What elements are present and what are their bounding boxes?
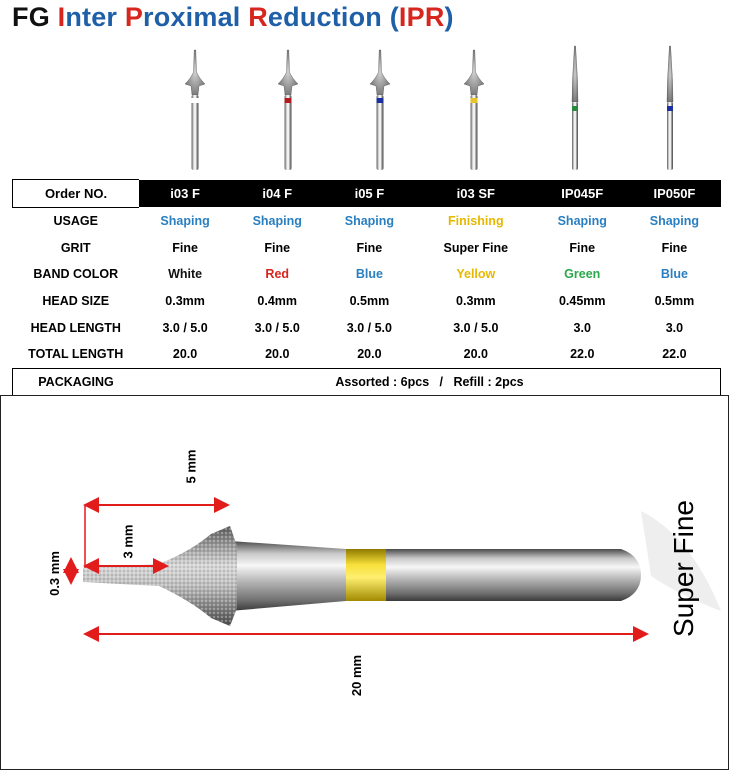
bur-shank	[572, 102, 578, 170]
spec-cell: 3.0 / 5.0	[254, 320, 300, 335]
order-ip045f: IP045F	[536, 180, 628, 208]
spec-row-label: HEAD LENGTH	[30, 320, 121, 335]
spec-cell: 0.5mm	[349, 294, 390, 309]
spec-cell: 3.0 / 5.0	[453, 320, 499, 335]
bur-band	[572, 106, 578, 111]
title-part: I	[57, 2, 66, 32]
spec-cell: Finishing	[448, 213, 504, 228]
spec-row	[13, 341, 721, 368]
spec-cell: White	[168, 267, 203, 282]
bur-band	[667, 106, 673, 111]
bur-shank	[285, 95, 292, 170]
bur-image	[464, 50, 484, 170]
order-i03f: i03 F	[139, 180, 231, 208]
title-part: FG	[12, 2, 58, 32]
spec-cell: 3.0 / 5.0	[346, 320, 392, 335]
order-label: Order NO.	[13, 180, 140, 208]
bur-head	[667, 46, 673, 102]
dim-20mm-label: 20 mm	[349, 654, 365, 697]
bur-product-images	[0, 40, 731, 178]
bur-band	[471, 98, 478, 103]
spec-cell: Super Fine	[443, 240, 509, 255]
spec-cell: Shaping	[557, 213, 607, 228]
bur-image	[572, 46, 578, 170]
title-part: eduction (	[267, 2, 399, 32]
bur-band	[377, 98, 384, 103]
order-row	[13, 180, 721, 208]
spec-cell: 20.0	[265, 347, 290, 362]
spec-row	[13, 234, 721, 261]
order-i04f: i04 F	[231, 180, 323, 208]
bur-head	[185, 50, 205, 95]
bur-band	[192, 98, 199, 103]
spec-cell: 0.3mm	[456, 294, 496, 309]
spec-cell: Yellow	[456, 267, 496, 282]
spec-row-label: GRIT	[60, 240, 91, 255]
bur-shank	[667, 102, 673, 170]
spec-cell: Blue	[660, 267, 688, 282]
spec-cell: 22.0	[662, 347, 687, 362]
order-i03sf: i03 SF	[415, 180, 536, 208]
spec-row	[13, 314, 721, 341]
spec-row-label: HEAD SIZE	[42, 294, 110, 309]
bur-image	[667, 46, 673, 170]
bur-shank	[471, 95, 478, 170]
spec-row-label: BAND COLOR	[33, 267, 119, 282]
dim-3mm-label: 3 mm	[120, 524, 136, 559]
bur-head	[370, 50, 390, 95]
spec-row	[13, 288, 721, 315]
spec-cell: 20.0	[463, 347, 488, 362]
packaging-label: PACKAGING	[13, 368, 140, 396]
bur-image	[278, 50, 298, 170]
spec-cell: 3.0 / 5.0	[162, 320, 208, 335]
packaging-value: Assorted : 6pcs / Refill : 2pcs	[139, 368, 721, 396]
spec-cell: 22.0	[570, 347, 595, 362]
spec-cell: Shaping	[344, 213, 395, 228]
spec-cell: Shaping	[160, 213, 210, 228]
spec-cell: Fine	[172, 240, 198, 255]
spec-cell: Fine	[569, 240, 596, 255]
order-ip050f: IP050F	[628, 180, 720, 208]
spec-cell: Fine	[356, 240, 383, 255]
spec-row	[13, 261, 721, 288]
spec-cell: 0.45mm	[558, 294, 606, 309]
bur-band	[285, 98, 292, 103]
bur-neck	[230, 541, 346, 611]
spec-cell: Shaping	[252, 213, 302, 228]
dim-03mm-label: 0.3 mm	[46, 551, 62, 596]
spec-cell: Fine	[661, 240, 688, 255]
spec-cell: 3.0	[665, 320, 684, 335]
spec-cell: Blue	[355, 267, 383, 282]
title-part: IPR	[398, 2, 445, 32]
spec-cell: Shaping	[649, 213, 700, 228]
page-title	[12, 2, 454, 33]
bur-image	[185, 50, 205, 170]
diamond-grit	[83, 526, 237, 626]
spec-cell: Red	[265, 267, 290, 282]
title-part: nter	[65, 2, 125, 32]
bur-head	[278, 50, 298, 95]
spec-cell: 20.0	[357, 347, 382, 362]
packaging-row	[13, 368, 721, 396]
bur-shank	[377, 95, 384, 170]
spec-cell: 0.4mm	[257, 294, 298, 309]
title-part: )	[444, 2, 454, 32]
title-part: roximal	[143, 2, 249, 32]
title-part: P	[124, 2, 144, 32]
grit-label: Super Fine	[668, 500, 699, 637]
spec-cell: 0.3mm	[165, 294, 205, 309]
spec-cell: 20.0	[172, 347, 198, 362]
yellow-band	[346, 549, 386, 601]
dimension-diagram-panel	[0, 395, 729, 770]
spec-cell: 0.5mm	[654, 294, 695, 309]
specification-table	[12, 179, 721, 397]
dim-5mm-label: 5 mm	[183, 449, 199, 484]
spec-cell: Green	[564, 267, 601, 282]
spec-row-label: TOTAL LENGTH	[28, 347, 124, 362]
spec-row	[13, 207, 721, 234]
title-part: R	[248, 2, 268, 32]
bur-head	[572, 46, 578, 102]
spec-cell: Fine	[264, 240, 291, 255]
spec-cell: 3.0	[573, 320, 591, 335]
bur-shank	[386, 549, 641, 601]
bur-head	[464, 50, 484, 95]
order-i05f: i05 F	[323, 180, 415, 208]
bur-shank	[192, 95, 199, 170]
bur-dimension-diagram	[1, 396, 730, 771]
bur-image	[370, 50, 390, 170]
spec-row-label: USAGE	[53, 214, 98, 229]
